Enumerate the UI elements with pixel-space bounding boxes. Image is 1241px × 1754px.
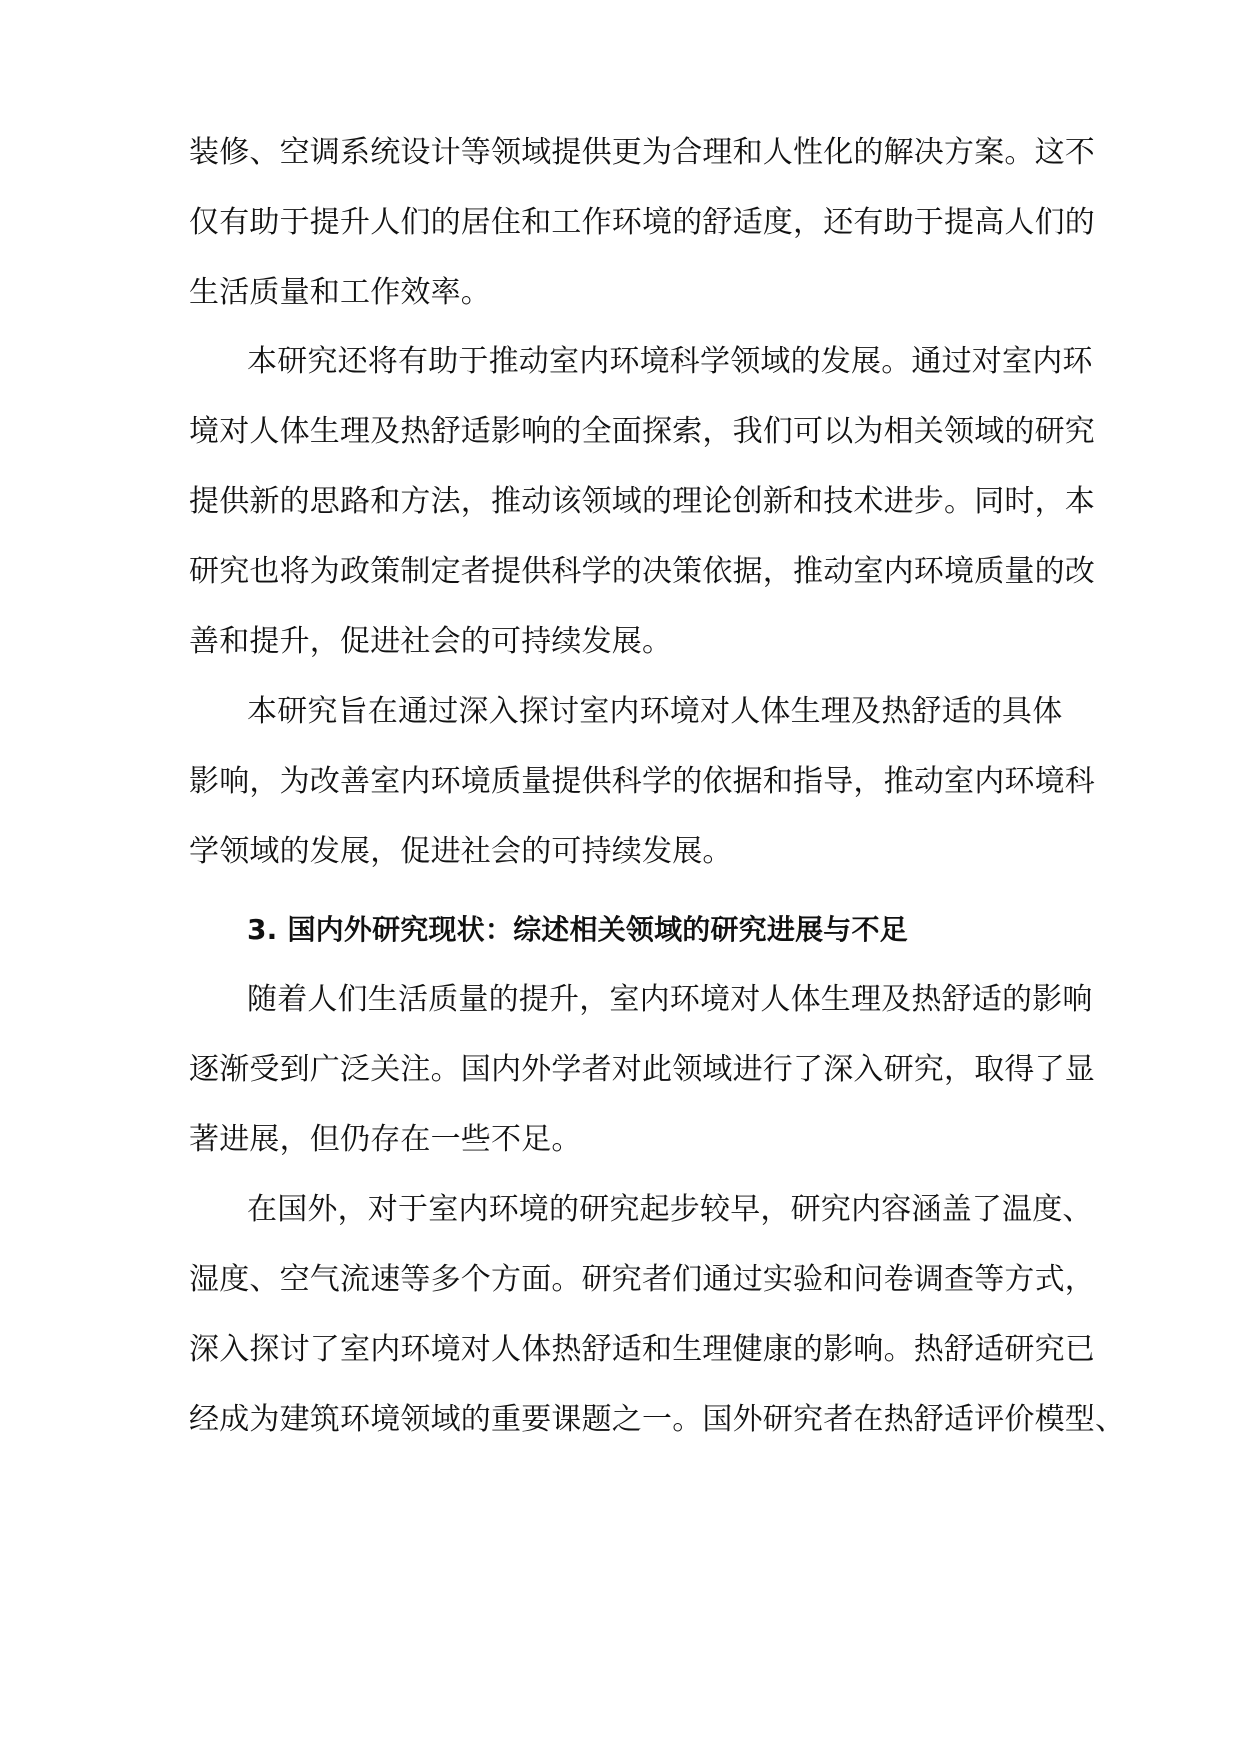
paragraph-line: 境对人体生理及热舒适影响的全面探索，我们可以为相关领域的研究 [189,414,1095,449]
paragraph-line: 影响，为改善室内环境质量提供科学的依据和指导，推动室内环境科 [189,764,1095,799]
paragraph-line: 学领域的发展，促进社会的可持续发展。 [189,834,733,869]
paragraph-line: 湿度、空气流速等多个方面。研究者们通过实验和问卷调查等方式， [189,1262,1095,1297]
section-heading: 3. 国内外研究现状：综述相关领域的研究进展与不足 [247,913,908,946]
paragraph-line: 经成为建筑环境领域的重要课题之一。国外研究者在热舒适评价模型、 [189,1402,1126,1437]
paragraph-line: 逐渐受到广泛关注。国内外学者对此领域进行了深入研究，取得了显 [189,1052,1095,1087]
paragraph-line: 研究也将为政策制定者提供科学的决策依据，推动室内环境质量的改 [189,554,1095,589]
paragraph-line: 本研究旨在通过深入探讨室内环境对人体生理及热舒适的具体 [247,694,1063,729]
paragraph-line: 装修、空调系统设计等领域提供更为合理和人性化的解决方案。这不 [189,135,1095,170]
paragraph-line: 深入探讨了室内环境对人体热舒适和生理健康的影响。热舒适研究已 [189,1332,1095,1367]
paragraph-line: 随着人们生活质量的提升，室内环境对人体生理及热舒适的影响 [247,982,1093,1017]
paragraph-line: 本研究还将有助于推动室内环境科学领域的发展。通过对室内环 [247,344,1093,379]
paragraph-line: 仅有助于提升人们的居住和工作环境的舒适度，还有助于提高人们的 [189,205,1095,240]
paragraph-line: 在国外，对于室内环境的研究起步较早，研究内容涵盖了温度、 [247,1192,1093,1227]
paragraph-line: 善和提升，促进社会的可持续发展。 [189,624,673,659]
paragraph-line: 生活质量和工作效率。 [189,275,491,310]
paragraph-line: 著进展，但仍存在一些不足。 [189,1122,582,1157]
paragraph-line: 提供新的思路和方法，推动该领域的理论创新和技术进步。同时，本 [189,484,1095,519]
